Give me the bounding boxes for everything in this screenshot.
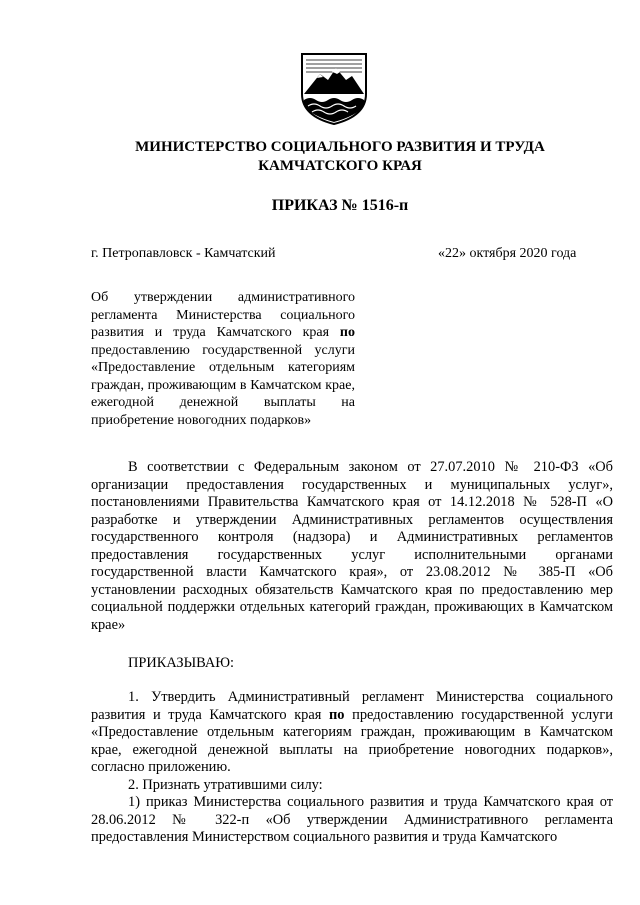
order-item-1 <box>91 689 613 777</box>
item1-text-after: предоставлению государственной услуги «Предоставление отдельным категориям граждан, проживающим в Камчатском крае, ежегодной денежной выплаты на приобретение новогодних подарков», согласно приложению. <box>91 706 613 775</box>
item1-text-before: 1. Утвердить Административный регламент Министерства социального развития и труда Камчатского края <box>91 689 613 723</box>
ministry-name <box>60 138 620 176</box>
order-subject <box>91 289 355 429</box>
ministry-line-2: КАМЧАТСКОГО КРАЯ <box>258 158 422 174</box>
preamble-text: В соответствии с Федеральным законом от 27.07.2010 № 210-ФЗ «Об организации предоставления государственных и муниципальных услуг», постановлениями Правительства Камчатского края от 14.12.2018 № 528-П «О разработке и утверждении Административных регламентов осуществления государственного контроля (надзора) и Административных регламентов предоставления государственных услуг исполнительными органами государственной власти Камчатского края», от 23.08.2012 № 385-П «Об установлении расходных обязательств Камчатского края по предоставлению мер социальной поддержки отдельных категорий граждан, проживающих в Камчатском крае» <box>91 459 613 633</box>
item1-bold-word: по <box>329 706 345 723</box>
subject-text-before: Об утверждении административного регламента Министерства социального развития и труда Камчатского края <box>91 290 355 340</box>
preamble-paragraph <box>91 459 613 634</box>
subject-bold-word: по <box>339 325 355 340</box>
subject-text-after: предоставлению государственной услуги «Предоставление отдельным категориям граждан, проживающим в Камчатском крае, ежегодной денежной выплаты на приобретение новогодних подарков» <box>91 342 355 428</box>
order-item-2: 2. Признать утратившими силу: <box>128 776 323 793</box>
order-title: ПРИКАЗ № 1516-п <box>271 197 409 214</box>
coat-of-arms-icon <box>296 50 372 126</box>
order-date: «22» октября 2020 года <box>438 246 577 261</box>
order-word: ПРИКАЗЫВАЮ: <box>128 655 235 671</box>
ministry-line-1: МИНИСТЕРСТВО СОЦИАЛЬНОГО РАЗВИТИЯ И ТРУДА <box>135 139 545 155</box>
order-items <box>91 689 613 847</box>
order-item-2-1: 1) приказ Министерства социального развития и труда Камчатского края от 28.06.2012 № 322-п «Об утверждении Административного регламента предоставления Министерством социального развития и труда Камчатского <box>91 794 613 845</box>
order-place: г. Петропавловск - Камчатский <box>91 246 276 261</box>
